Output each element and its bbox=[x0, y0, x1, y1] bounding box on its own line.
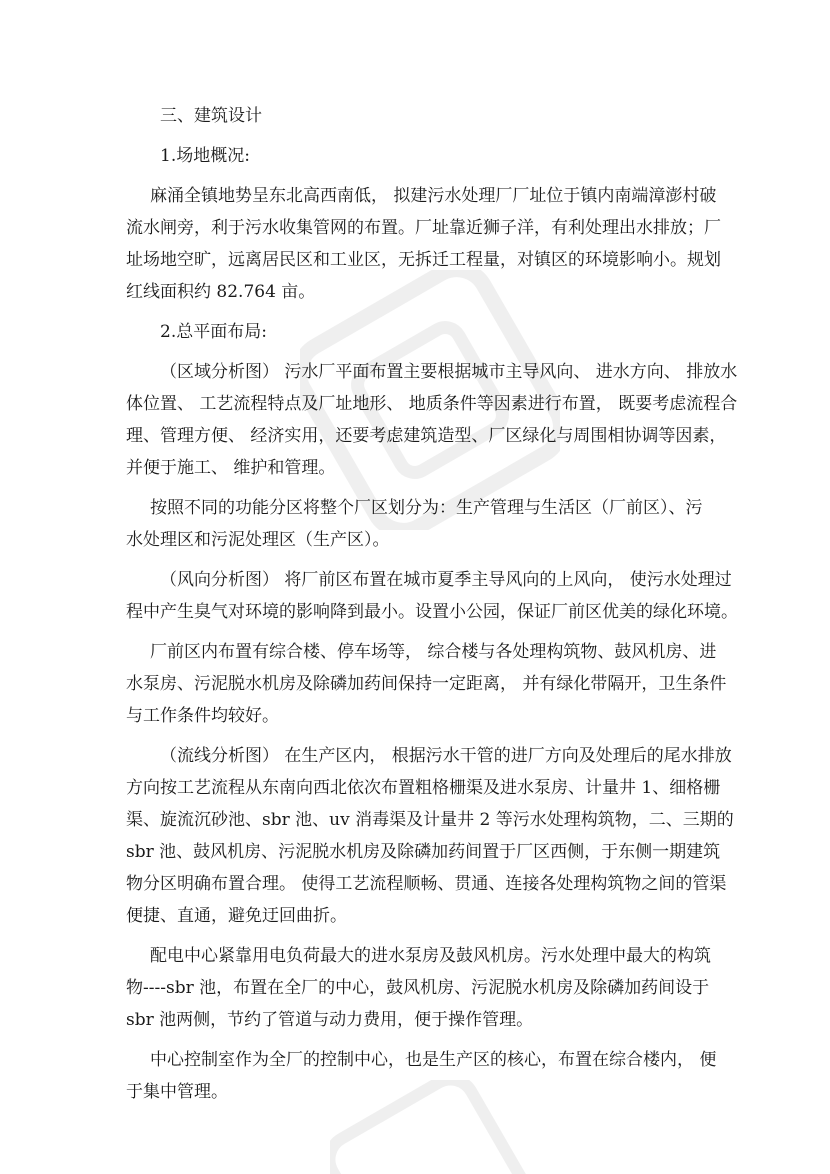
paragraph-line: 址场地空旷，远离居民区和工业区，无拆迁工程量，对镇区的环境影响小。规划 bbox=[126, 250, 721, 270]
paragraph-line: （风向分析图） 将厂前区布置在城市夏季主导风向的上风向， 使污水处理过 bbox=[160, 570, 732, 590]
paragraph-line: 物分区明确布置合理。 使得工艺流程顺畅、贯通、连接各处理构筑物之间的管渠 bbox=[126, 874, 727, 894]
paragraph-flow bbox=[126, 740, 734, 932]
paragraph-line: 流水闸旁，利于污水收集管网的布置。厂址靠近狮子洋，有利处理出水排放；厂 bbox=[126, 218, 721, 238]
section-heading: 三、建筑设计 bbox=[160, 106, 262, 126]
paragraph-line: 与工作条件均较好。 bbox=[126, 706, 279, 726]
paragraph-power bbox=[126, 940, 711, 1036]
document-body bbox=[126, 100, 738, 1108]
paragraph-zoning bbox=[126, 492, 711, 556]
paragraph-line: （流线分析图） 在生产区内， 根据污水干管的进厂方向及处理后的尾水排放 bbox=[160, 746, 732, 766]
paragraph-control-room bbox=[126, 1044, 717, 1108]
paragraph-line: 水处理区和污泥处理区（生产区）。 bbox=[126, 530, 390, 550]
paragraph-line: 理、管理方便、 经济实用，还要考虑建筑造型、厂区绿化与周围相协调等因素， bbox=[126, 426, 727, 446]
paragraph-line: 体位置、 工艺流程特点及厂址地形、 地质条件等因素进行布置， 既要考虑流程合 bbox=[126, 394, 738, 414]
paragraph-line: 渠、旋流沉砂池、sbr 池、uv 消毒渠及计量井 2 等污水处理构筑物，二、三期的 bbox=[126, 810, 734, 830]
paragraph-line: 麻涌全镇地势呈东北高西南低， 拟建污水处理厂厂址位于镇内南端漳澎村破 bbox=[150, 186, 717, 206]
paragraph-layout bbox=[126, 356, 738, 484]
paragraph-line: 配电中心紧靠用电负荷最大的进水泵房及鼓风机房。污水处理中最大的构筑 bbox=[150, 946, 711, 966]
section-2-title: 2.总平面布局: bbox=[160, 322, 267, 342]
paragraph-line: 便捷、直通，避免迂回曲折。 bbox=[126, 906, 347, 926]
paragraph-front-area bbox=[126, 636, 727, 732]
paragraph-line: sbr 池两侧，节约了管道与动力费用，便于操作管理。 bbox=[126, 1010, 534, 1030]
section-1-title: 1.场地概况: bbox=[160, 146, 250, 166]
paragraph-line: 厂前区内布置有综合楼、停车场等， 综合楼与各处理构筑物、鼓风机房、进 bbox=[150, 642, 717, 662]
paragraph-line: 程中产生臭气对环境的影响降到最小。设置小公园，保证厂前区优美的绿化环境。 bbox=[126, 602, 738, 622]
paragraph-line: 红线面积约 82.764 亩。 bbox=[126, 282, 316, 302]
paragraph-line: 于集中管理。 bbox=[126, 1082, 228, 1102]
paragraph-line: 方向按工艺流程从东南向西北依次布置粗格栅渠及进水泵房、计量井 1、细格栅 bbox=[126, 778, 721, 798]
paragraph-wind bbox=[126, 564, 738, 628]
paragraph-line: 并便于施工、 维护和管理。 bbox=[126, 458, 336, 478]
paragraph-line: 中心控制室作为全厂的控制中心，也是生产区的核心，布置在综合楼内， 便 bbox=[150, 1050, 717, 1070]
paragraph-line: 水泵房、污泥脱水机房及除磷加药间保持一定距离， 并有绿化带隔开，卫生条件 bbox=[126, 674, 727, 694]
paragraph-line: 物----sbr 池，布置在全厂的中心，鼓风机房、污泥脱水机房及除磷加药间设于 bbox=[126, 978, 710, 998]
paragraph-line: sbr 池、鼓风机房、污泥脱水机房及除磷加药间置于厂区西侧，于东侧一期建筑 bbox=[126, 842, 721, 862]
paragraph-site-overview bbox=[126, 180, 721, 308]
paragraph-line: 按照不同的功能分区将整个厂区划分为：生产管理与生活区（厂前区）、污 bbox=[150, 498, 703, 518]
paragraph-line: （区域分析图） 污水厂平面布置主要根据城市主导风向、 进水方向、 排放水 bbox=[160, 362, 738, 382]
